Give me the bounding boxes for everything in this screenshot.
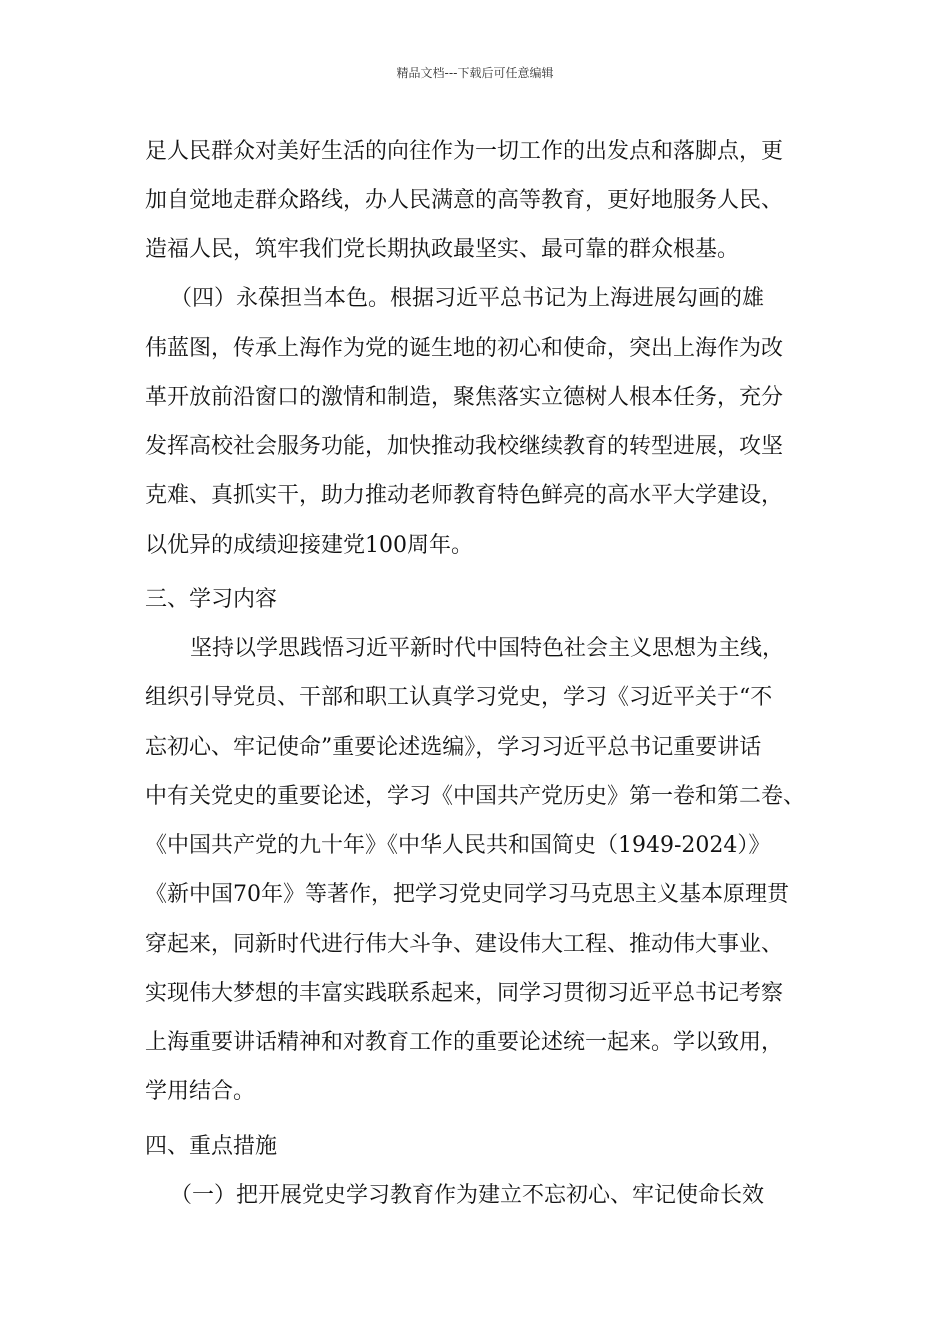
body-line: 伟蓝图，传承上海作为党的诞生地的初心和使命，突出上海作为改 [145, 336, 784, 361]
body-line: 发挥高校社会服务功能，加快推动我校继续教育的转型进展，攻坚 [145, 434, 784, 459]
body-line: 组织引导党员、干部和职工认真学习党史，学习《习近平关于“不 [145, 685, 773, 710]
paragraph-first-line: （一）把开展党史学习教育作为建立不忘初心、牢记使命长效 [170, 1183, 765, 1208]
body-line: 《新中国70年》等著作，把学习党史同学习马克思主义基本原理贯 [145, 882, 789, 907]
section-heading: 三、学习内容 [145, 587, 278, 612]
body-line: 革开放前沿窗口的激情和制造，聚焦落实立德树人根本任务，充分 [145, 385, 784, 410]
page-header: 精品文档---下载后可任意编辑 [396, 66, 554, 80]
paragraph-first-line: 坚持以学思践悟习近平新时代中国特色社会主义思想为主线， [190, 636, 785, 661]
body-line: 中有关党史的重要论述，学习《中国共产党历史》第一卷和第二卷、 [145, 784, 806, 809]
body-line: 加自觉地走群众路线，办人民满意的高等教育，更好地服务人民、 [145, 188, 784, 213]
body-line: 学用结合。 [145, 1079, 256, 1104]
section-heading: 四、重点措施 [145, 1134, 278, 1159]
body-line: 《中国共产党的九十年》《中华人民共和国简史（1949-2024）》 [145, 833, 771, 858]
body-line: 足人民群众对美好生活的向往作为一切工作的出发点和落脚点，更 [145, 139, 784, 164]
body-line: 忘初心、牢记使命”重要论述选编》，学习习近平总书记重要讲话 [145, 735, 762, 760]
body-line: 穿起来，同新时代进行伟大斗争、建设伟大工程、推动伟大事业、 [145, 932, 784, 957]
body-line: 实现伟大梦想的丰富实践联系起来，同学习贯彻习近平总书记考察 [145, 981, 784, 1006]
paragraph-first-line: （四）永葆担当本色。根据习近平总书记为上海进展勾画的雄 [170, 286, 765, 311]
body-line: 上海重要讲话精神和对教育工作的重要论述统一起来。学以致用， [145, 1030, 784, 1055]
body-line: 以优异的成绩迎接建党100周年。 [145, 533, 473, 558]
body-line: 造福人民，筑牢我们党长期执政最坚实、最可靠的群众根基。 [145, 237, 740, 262]
body-line: 克难、真抓实干，助力推动老师教育特色鲜亮的高水平大学建设， [145, 483, 784, 508]
